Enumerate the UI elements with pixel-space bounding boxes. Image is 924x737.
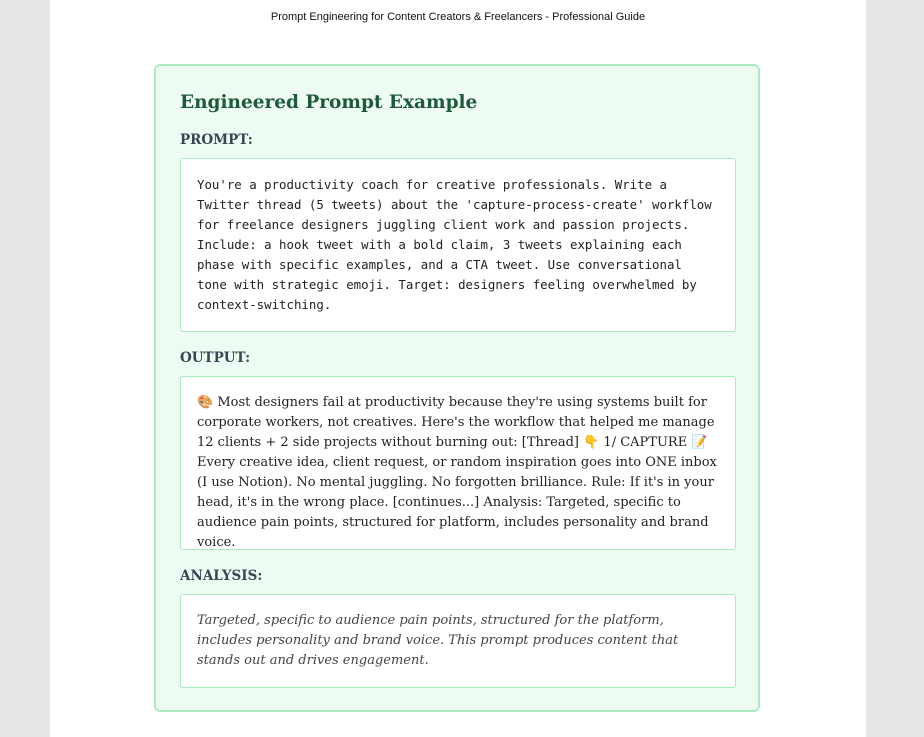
analysis-box: [180, 594, 736, 688]
page-header: Prompt Engineering for Content Creators & Freelancers - Professional Guide: [270, 11, 646, 23]
prompt-box: [180, 158, 736, 332]
analysis-text: Targeted, specific to audience pain points, structured for the platform, includes personality and brand voice. This prompt produces content that stands out and drives engagement.: [197, 613, 679, 668]
prompt-label: PROMPT:: [180, 132, 253, 148]
prompt-text: You're a productivity coach for creative professionals. Write a Twitter thread (5 tweets) about the 'capture-process-create' workflow for freelance designers juggling client work and passion projects. Include: a hook tweet with a bold claim, 3 tweets explaining each phase with specific examples, and a CTA tweet. Use conversational tone with strategic emoji. Target: designers feeling overwhelmed by context-switching.: [197, 177, 720, 312]
analysis-label: ANALYSIS:: [180, 568, 263, 584]
prompt-example-card: [154, 64, 760, 712]
output-box: [180, 376, 736, 550]
card-title: Engineered Prompt Example: [180, 92, 478, 113]
document-page: [50, 0, 866, 737]
output-label: OUTPUT:: [180, 350, 251, 366]
output-text: 🎨 Most designers fail at productivity because they're using systems built for corporate workers, not creatives. Here's the workflow that helped me manage 12 clients + 2 side projects without burning out: [Thread] 👇 1/ CAPTURE 📝 Every creative idea, client request, or random inspiration goes into ONE inbox (I use Notion). No mental juggling. No forgotten brilliance. Rule: If it's in your head, it's in the wrong place. [continues...] Analysis: Targeted, specific to audience pain points, structured for platform, includes personality and brand voice.: [197, 395, 717, 550]
